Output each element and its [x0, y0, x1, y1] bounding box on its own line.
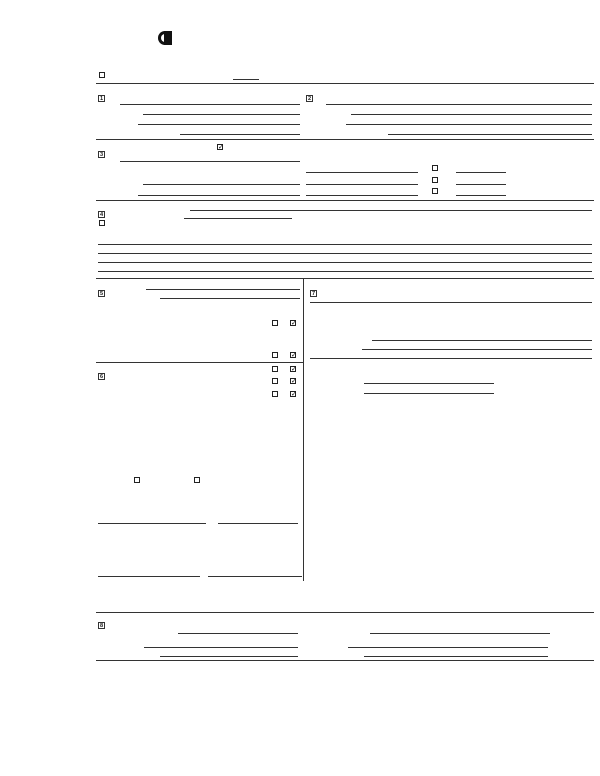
s6q1-no-checkbox[interactable] — [290, 366, 296, 372]
s6q3-yes-checkbox[interactable] — [272, 391, 278, 397]
section4-heading: 4 — [99, 212, 104, 218]
same-as-buyer-checkbox[interactable] — [217, 144, 223, 150]
section7-heading: 7 — [311, 291, 316, 297]
dor-seal-icon — [158, 31, 172, 45]
section8-heading: 8 — [99, 623, 104, 629]
section5-heading: 5 — [99, 291, 104, 297]
s6q2-no-checkbox[interactable] — [290, 378, 296, 384]
segregated-checkbox[interactable] — [99, 220, 105, 226]
personal-property-checkbox-3[interactable] — [432, 188, 438, 194]
s5q1-yes-checkbox[interactable] — [272, 320, 278, 326]
s5q2-no-checkbox[interactable] — [290, 352, 296, 358]
does-not-checkbox[interactable] — [194, 477, 200, 483]
partial-sale-checkbox[interactable] — [99, 72, 105, 78]
seller-heading: 1 — [99, 96, 104, 102]
buyer-heading: 2 — [307, 96, 312, 102]
personal-property-checkbox-2[interactable] — [432, 177, 438, 183]
section6-heading: 6 — [99, 374, 104, 380]
s5q2-yes-checkbox[interactable] — [272, 352, 278, 358]
personal-property-checkbox-1[interactable] — [432, 165, 438, 171]
s5q1-no-checkbox[interactable] — [290, 320, 296, 326]
s6q2-yes-checkbox[interactable] — [272, 378, 278, 384]
s6q1-yes-checkbox[interactable] — [272, 366, 278, 372]
s6q3-no-checkbox[interactable] — [290, 391, 296, 397]
dor-logo — [96, 30, 176, 60]
does-checkbox[interactable] — [134, 477, 140, 483]
section3-heading: 3 — [99, 152, 104, 158]
